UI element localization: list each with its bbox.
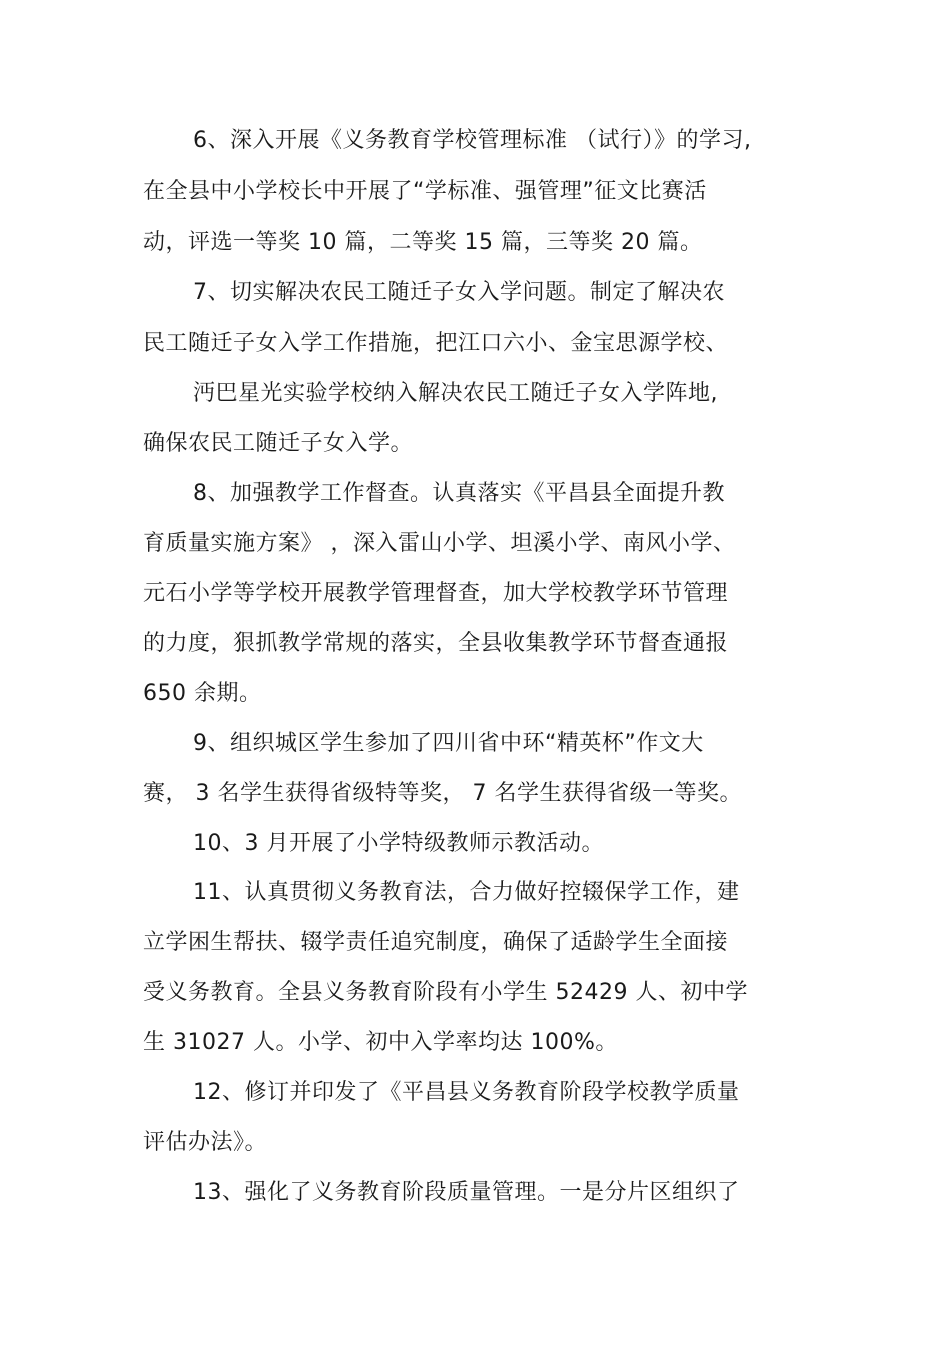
text-line: 受义务教育。全县义务教育阶段有小学生 52429 人、初中学 — [143, 980, 748, 1005]
text-line: 育质量实施方案》 ，深入雷山小学、坦溪小学、南风小学、 — [143, 531, 736, 556]
text-line: 在全县中小学校长中开展了“学标准、强管理”征文比赛活 — [143, 179, 707, 204]
text-line: 6、深入开展《义务教育学校管理标准 （试行）》的学习, — [193, 128, 752, 153]
text-line: 10、3 月开展了小学特级教师示教活动。 — [193, 831, 604, 856]
text-line: 动，评选一等奖 10 篇，二等奖 15 篇，三等奖 20 篇。 — [143, 230, 703, 255]
text-line: 元石小学等学校开展教学管理督查，加大学校教学环节管理 — [143, 581, 729, 606]
text-line: 民工随迁子女入学工作措施，把江口六小、金宝思源学校、 — [143, 331, 729, 356]
text-line: 12、修订并印发了《平昌县义务教育阶段学校教学质量 — [193, 1080, 740, 1105]
text-line: 生 31027 人。小学、初中入学率均达 100%。 — [143, 1030, 618, 1055]
text-line: 11、认真贯彻义务教育法，合力做好控辍保学工作，建 — [193, 880, 740, 905]
text-line: 7、切实解决农民工随迁子女入学问题。制定了解决农 — [193, 280, 725, 305]
text-line: 赛， 3 名学生获得省级特等奖， 7 名学生获得省级一等奖。 — [143, 781, 742, 806]
text-line: 的力度，狠抓教学常规的落实，全县收集教学环节督查通报 — [143, 631, 729, 656]
text-line: 沔巴星光实验学校纳入解决农民工随迁子女入学阵地, — [193, 381, 718, 406]
text-line: 13、强化了义务教育阶段质量管理。一是分片区组织了 — [193, 1180, 740, 1205]
text-line: 9、组织城区学生参加了四川省中环“精英杯”作文大 — [193, 731, 704, 756]
text-line: 8、加强教学工作督查。认真落实《平昌县全面提升教 — [193, 481, 725, 506]
text-line: 确保农民工随迁子女入学。 — [143, 431, 414, 456]
text-line: 评估办法》。 — [143, 1130, 268, 1155]
text-line: 立学困生帮扶、辍学责任追究制度，确保了适龄学生全面接 — [143, 930, 729, 955]
text-line: 650 余期。 — [143, 681, 262, 706]
